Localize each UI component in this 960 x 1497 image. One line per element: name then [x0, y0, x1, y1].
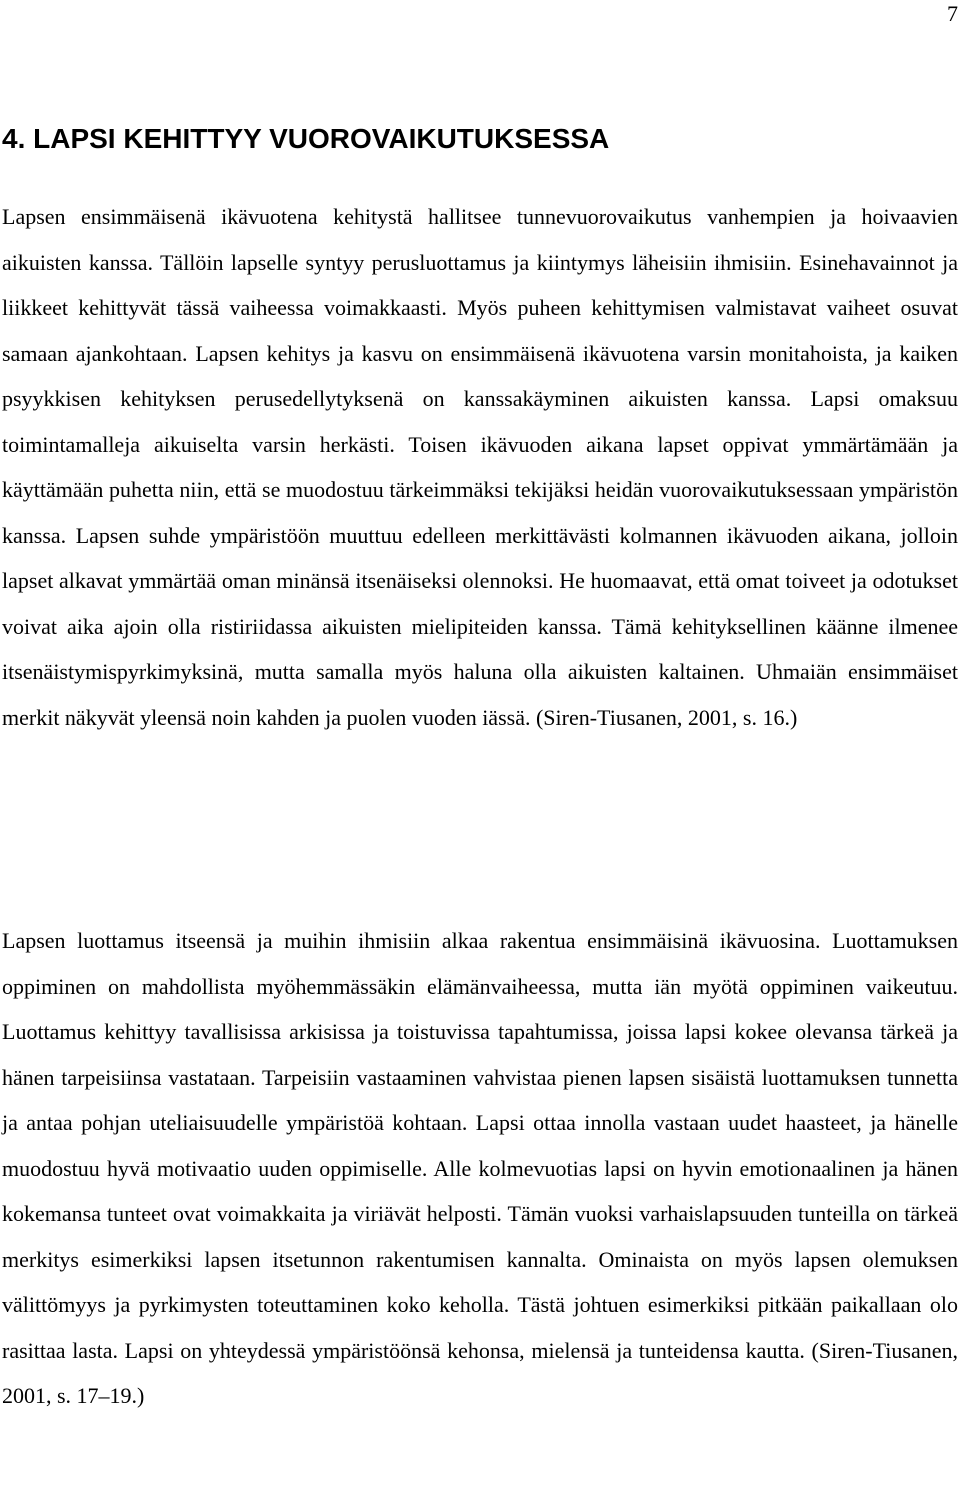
page-number: 7 — [947, 1, 958, 26]
body-paragraph-1: Lapsen ensimmäisenä ikävuotena kehitystä hallitsee tunnevuorovaikutus vanhempien ja hoivaavien aikuisten kanssa. Tällöin lapselle syntyy perusluottamus ja kiintymys läheisiin ihmisiin. Esinehavainnot ja liikkeet kehittyvät tässä vaiheessa voimakkaasti. Myös puheen kehittymisen valmistavat vaiheet osuvat samaan ajankohtaan. Lapsen kehitys ja kasvu on ensimmäisenä ikävuotena varsin monitahoista, ja kaiken psyykkisen kehityksen perusedellytyksenä on kanssakäyminen aikuisten kanssa. Lapsi omaksuu toimintamalleja aikuiselta varsin herkästi. Toisen ikävuoden aikana lapset oppivat ymmärtämään ja käyttämään puhetta niin, että se muodostuu tärkeimmäksi tekijäksi heidän vuorovaikutuksessaan ympäristön kanssa. Lapsen suhde ympäristöön muuttuu edelleen merkittävästi kolmannen ikävuoden aikana, jolloin lapset alkavat ymmärtää oman minänsä itsenäiseksi olennoksi. He huomaavat, että omat toiveet ja odotukset voivat aika ajoin olla ristiriidassa aikuisten mielipiteiden kanssa. Tämä kehityksellinen käänne ilmenee itsenäistymispyrkimyksinä, mutta samalla myös haluna olla aikuisten kaltainen. Uhmaiän ensimmäiset merkit näkyvät yleensä noin kahden ja puolen vuoden iässä. (Siren-Tiusanen, 2001, s. 16.) — [2, 204, 958, 730]
body-paragraph-2: Lapsen luottamus itseensä ja muihin ihmisiin alkaa rakentua ensimmäisinä ikävuosina. Luottamuksen oppiminen on mahdollista myöhemmässäkin elämänvaiheessa, mutta iän myötä oppiminen vaikeutuu. Luottamus kehittyy tavallisissa arkisissa ja toistuvissa tapahtumissa, joissa lapsi kokee olevansa tärkeä ja hänen tarpeisiinsa vastataan. Tarpeisiin vastaaminen vahvistaa pienen lapsen sisäistä luottamuksen tunnetta ja antaa pohjan uteliaisuudelle ympäristöä kohtaan. Lapsi ottaa innolla vastaan uudet haasteet, ja hänelle muodostuu hyvä motivaatio uuden oppimiselle. Alle kolmevuotias lapsi on hyvin emotionaalinen ja hänen kokemansa tunteet ovat voimakkaita ja viriävät helposti. Tämän vuoksi varhaislapsuuden tunteilla on tärkeä merkitys esimerkiksi lapsen itsetunnon rakentumisen kannalta. Ominaista on myös lapsen olemuksen välittömyys ja pyrkimysten toteuttaminen koko keholla. Tästä johtuen esimerkiksi pitkään paikallaan olo rasittaa lasta. Lapsi on yhteydessä ympäristöönsä kehonsa, mielensä ja tunteidensa kautta. (Siren-Tiusanen, 2001, s. 17–19.) — [2, 928, 958, 1408]
chapter-title: 4. LAPSI KEHITTYY VUOROVAIKUTUKSESSA — [2, 123, 610, 154]
